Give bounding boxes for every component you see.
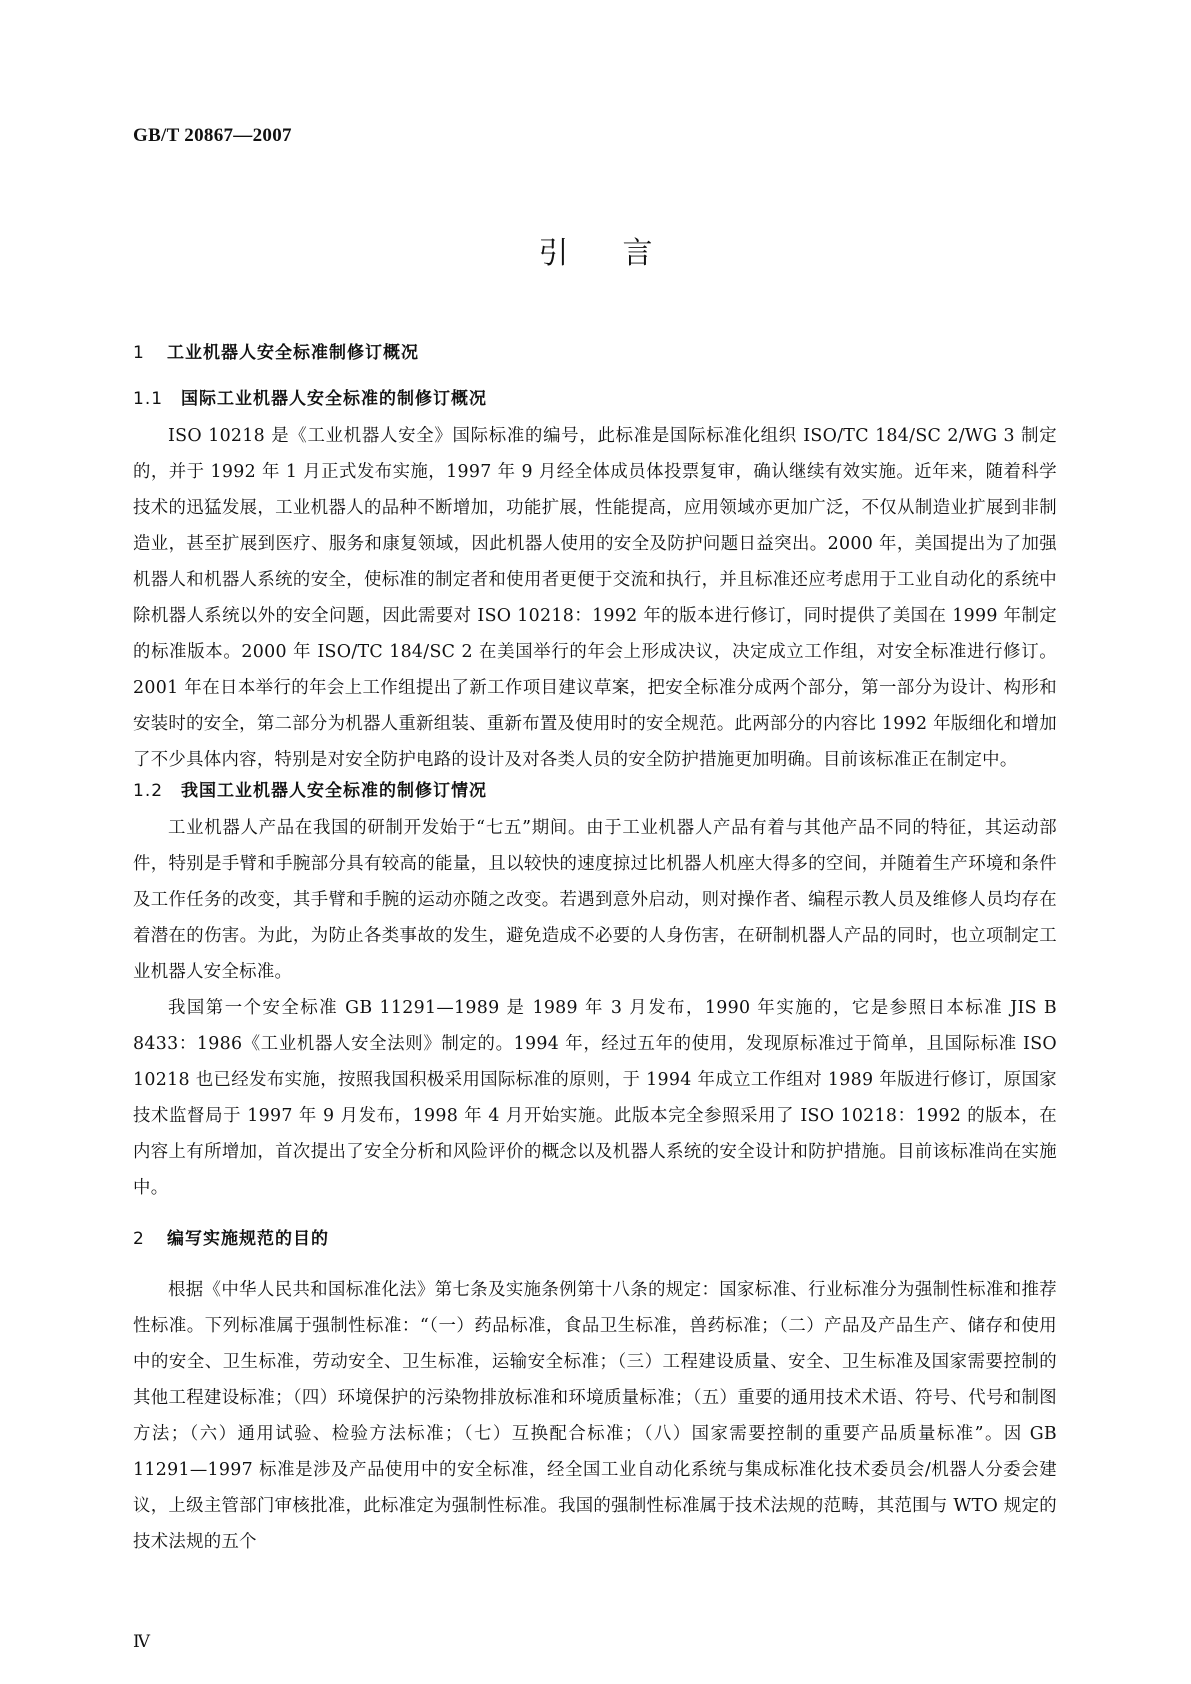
page-number: Ⅳ [133, 1632, 150, 1651]
subsection-heading [133, 386, 1057, 412]
body-paragraph: ISO 10218 是《工业机器人安全》国际标准的编号，此标准是国际标准化组织 ISO/TC 184/SC 2/WG 3 制定的，并于 1992 年 1 月正式发布实施，1997 年 9 月经全体成员体投票复审，确认继续有效实施。近年来，随着科学技术的迅猛发展，工业机器人的品种不断增加，功能扩展，性能提高，应用领域亦更加广泛，不仅从制造业扩展到非制造业，甚至扩展到医疗、服务和康复领域，因此机器人使用的安全及防护问题日益突出。2000 年，美国提出为了加强机器人和机器人系统的安全，使标准的制定者和使用者更便于交流和执行，并且标准还应考虑用于工业自动化的系统中除机器人系统以外的安全问题，因此需要对 ISO 10218：1992 年的版本进行修订，同时提供了美国在 1999 年制定的标准版本。2000 年 ISO/TC 184/SC 2 在美国举行的年会上形成决议，决定成立工作组，对安全标准进行修订。2001 年在日本举行的年会上工作组提出了新工作项目建议草案，把安全标准分成两个部分，第一部分为设计、构形和安装时的安全，第二部分为机器人重新组装、重新布置及使用时的安全规范。此两部分的内容比 1992 年版细化和增加了不少具体内容，特别是对安全防护电路的设计及对各类人员的安全防护措施更加明确。目前该标准正在制定中。 [133, 426, 1057, 770]
subsection-title: 国际工业机器人安全标准的制修订概况 [181, 389, 487, 409]
document-body [133, 340, 1057, 1560]
standard-code: GB/T 20867—2007 [133, 125, 292, 146]
subsection-number: 1.2 [133, 781, 164, 801]
body-paragraph: 根据《中华人民共和国标准化法》第七条及实施条例第十八条的规定：国家标准、行业标准分为强制性标准和推荐性标准。下列标准属于强制性标准：“（一）药品标准，食品卫生标准，兽药标准；（二）产品及产品生产、储存和使用中的安全、卫生标准，劳动安全、卫生标准，运输安全标准；（三）工程建设质量、安全、卫生标准及国家需要控制的其他工程建设标准；（四）环境保护的污染物排放标准和环境质量标准；（五）重要的通用技术术语、符号、代号和制图方法；（六）通用试验、检验方法标准；（七）互换配合标准；（八）国家需要控制的重要产品质量标准”。因 GB 11291—1997 标准是涉及产品使用中的安全标准，经全国工业自动化系统与集成标准化技术委员会/机器人分委会建议，上级主管部门审核批准，此标准定为强制性标准。我国的强制性标准属于技术法规的范畴，其范围与 WTO 规定的技术法规的五个 [133, 1280, 1057, 1552]
body-paragraph: 我国第一个安全标准 GB 11291—1989 是 1989 年 3 月发布，1990 年实施的，它是参照日本标准 JIS B 8433：1986《工业机器人安全法则》制定的。1994 年，经过五年的使用，发现原标准过于简单，且国际标准 ISO 10218 也已经发布实施，按照我国积极采用国际标准的原则，于 1994 年成立工作组对 1989 年版进行修订，原国家技术监督局于 1997 年 9 月发布，1998 年 4 月开始实施。此版本完全参照采用了 ISO 10218：1992 的版本，在内容上有所增加，首次提出了安全分析和风险评价的概念以及机器人系统的安全设计和防护措施。目前该标准尚在实施中。 [133, 998, 1057, 1198]
section-heading [133, 340, 1057, 366]
page-title: 引言 [538, 236, 707, 271]
subsection-title: 我国工业机器人安全标准的制修订情况 [181, 781, 487, 801]
subsection-number: 1.1 [133, 389, 164, 409]
section-number: 1 [133, 343, 145, 363]
section-number: 2 [133, 1229, 145, 1249]
section-heading [133, 1226, 1057, 1252]
section-title: 工业机器人安全标准制修订概况 [167, 343, 419, 363]
body-paragraph: 工业机器人产品在我国的研制开发始于“七五”期间。由于工业机器人产品有着与其他产品不同的特征，其运动部件，特别是手臂和手腕部分具有较高的能量，且以较快的速度掠过比机器人机座大得多的空间，并随着生产环境和条件及工作任务的改变，其手臂和手腕的运动亦随之改变。若遇到意外启动，则对操作者、编程示教人员及维修人员均存在着潜在的伤害。为此，为防止各类事故的发生，避免造成不必要的人身伤害，在研制机器人产品的同时，也立项制定工业机器人安全标准。 [133, 818, 1057, 982]
subsection-heading [133, 778, 1057, 804]
section-title: 编写实施规范的目的 [167, 1229, 329, 1249]
